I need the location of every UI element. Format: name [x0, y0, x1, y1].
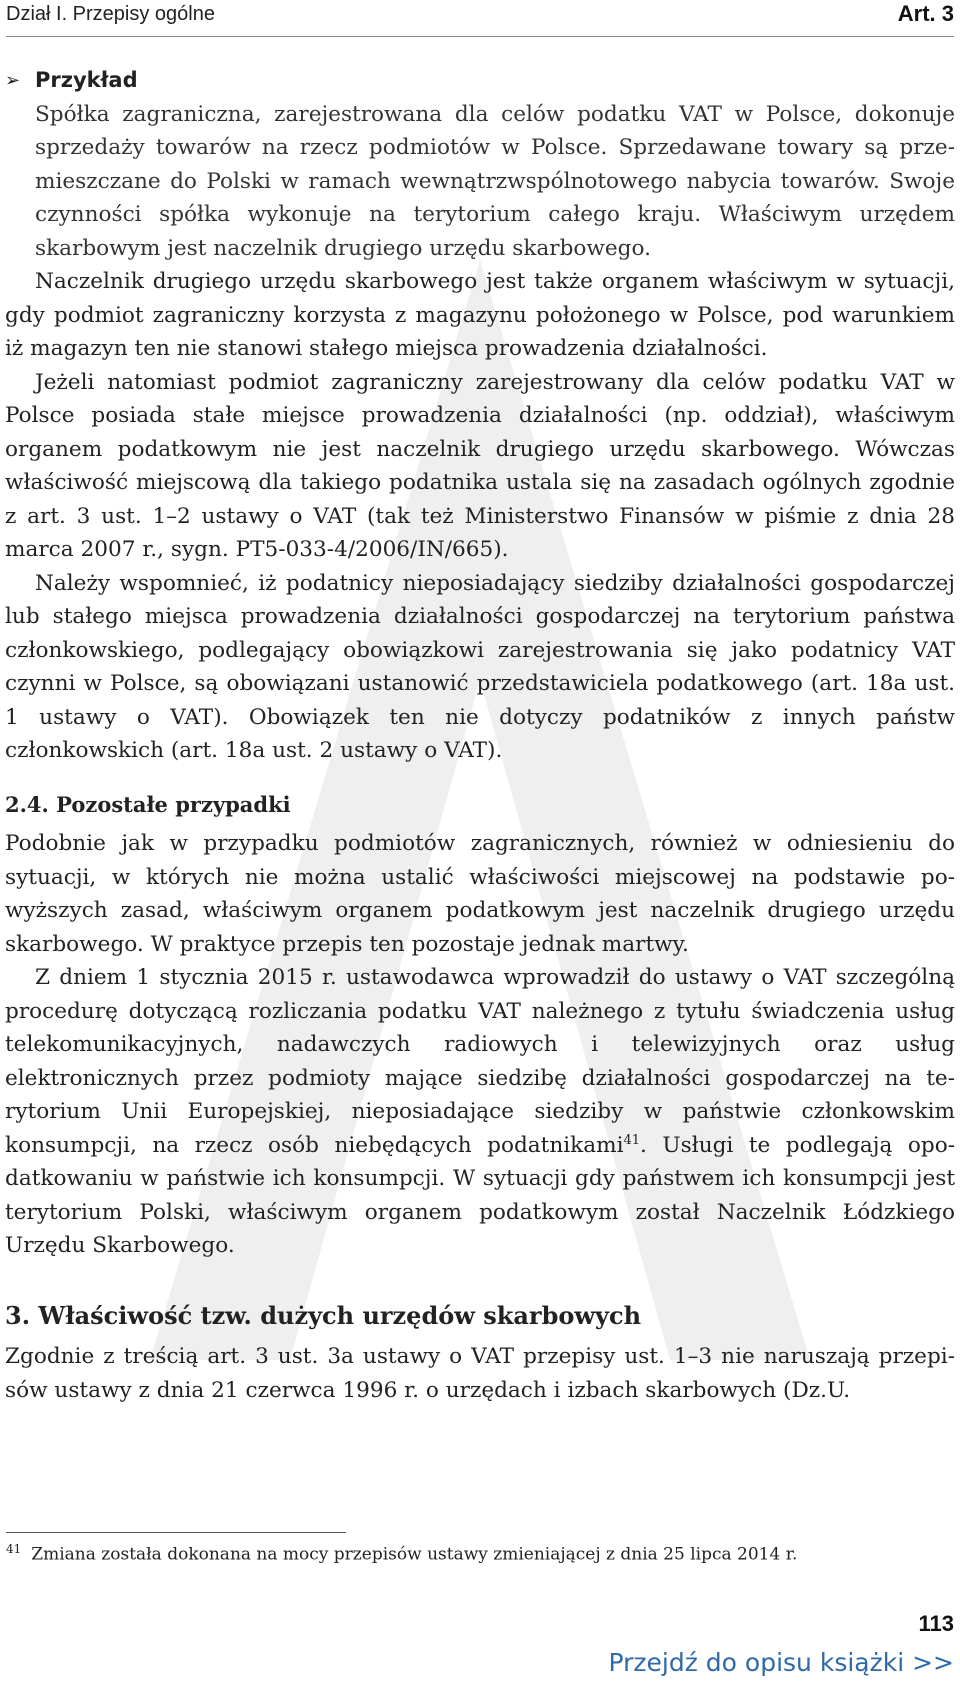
page-content	[5, 64, 955, 1407]
paragraph: Jeżeli natomiast podmiot zagraniczny zarejestrowany dla celów podatku VAT w Polsce posiada stałe miejsce prowadzenia działalności (np. oddział), właściwym organem podatkowym nie jest naczelnik drugiego urzędu skarbowego. Wówczas właściwość miejscową dla takiego podatnika ustala się na zasadach ogólnych zgodnie z art. 3 ust. 1–2 ustawy o VAT (tak też Ministerstwo Finansów w piśmie z dnia 28 marca 2007 r., sygn. PT5-033-4/2006/IN/665).	[5, 369, 955, 562]
paragraph: Podobnie jak w przypadku podmiotów zagranicznych, również w odniesieniu do sytuacji, w których nie można ustalić właściwości miejscowej na podstawie powyższych zasad, właściwym organem podatkowym jest naczelnik drugiego urzędu skarbowego. W praktyce przepis ten pozostaje jednak martwy.	[5, 831, 955, 957]
paragraph-text: . Usługi te podlegają opodatkowaniu w państwie ich konsumpcji. W sytuacji gdy państwem ich konsumpcji jest terytorium Polski, właściwym organem podatkowym został Naczelnik Łódzkiego Urzędu Skarbowego.	[5, 1132, 955, 1258]
paragraph: Należy wspomnieć, iż podatnicy nieposiadający siedziby działalności gospodarczej lub stałego miejsca prowadzenia działalności gospodarczej na terytorium państwa członkowskiego, podlegający obowiązkowi zarejestrowania się jako podatnicy VAT czynni w Polsce, są obowiązani ustanowić przedstawiciela podatkowego (art. 18a ust. 1 ustawy o VAT). Obowiązek ten nie dotyczy podatników z innych państw członkowskich (art. 18a ust. 2 ustawy o VAT).	[5, 570, 955, 763]
page-number: 113	[918, 1611, 954, 1636]
subsection-title: Pozostałe przypadki	[56, 791, 291, 817]
book-description-link[interactable]: Przejdź do opisu książki >>	[608, 1648, 954, 1677]
example-box	[5, 64, 955, 265]
footnote-ref[interactable]: 41	[623, 1132, 641, 1148]
running-header	[6, 0, 954, 37]
section-title: Właściwość tzw. dużych urzędów skarbowych	[38, 1300, 642, 1330]
paragraph: Naczelnik drugiego urzędu skarbowego jest także organem właściwym w sytuacji, gdy podmiot zagraniczny korzysta z magazynu położonego w Polsce, pod warunkiem iż magazyn ten nie stanowi stałego miejsca prowadzenia działalności.	[5, 269, 955, 361]
section-heading	[5, 1299, 955, 1333]
header-chapter: Dział I. Przepisy ogólne	[6, 3, 215, 25]
subsection-number: 2.4.	[5, 791, 49, 817]
paragraph	[5, 961, 955, 1263]
footnote-text: Zmiana została dokonana na mocy przepisów ustawy zmieniającej z dnia 25 lipca 2014 r.	[31, 1544, 798, 1565]
example-title-text: Przykład	[35, 68, 138, 92]
footnote-divider	[6, 1532, 346, 1533]
arrow-bullet-icon: ➢	[5, 70, 21, 91]
example-text: Spółka zagraniczna, zarejestrowana dla celów podatku VAT w Polsce, dokonuje sprzedaży towarów na rzecz podmiotów w Polsce. Sprzedawane towary są przemieszczane do Polski w ramach wewnątrzwspólnotowego nabycia towarów. Swoje czynności spółka wykonuje na terytorium całego kraju. Właściwym urzędem skarbowym jest naczelnik drugiego urzędu skarbowego.	[35, 101, 955, 261]
footnote	[6, 1542, 946, 1565]
example-title	[5, 64, 925, 98]
subsection-heading	[5, 788, 955, 822]
paragraph: Zgodnie z treścią art. 3 ust. 3a ustawy o VAT przepisy ust. 1–3 nie naruszają przepisów ustawy z dnia 21 czerwca 1996 r. o urzędach i izbach skarbowych (Dz.U.	[5, 1344, 955, 1403]
footnote-number: 41	[6, 1542, 22, 1556]
section-number: 3.	[5, 1300, 31, 1330]
paragraph-text: Z dniem 1 stycznia 2015 r. ustawodawca wprowadził do ustawy o VAT szczególną procedurę dotyczącą rozliczania podatku VAT należnego z tytułu świadczenia usług telekomunikacyjnych, nadawczych radiowych i telewizyjnych oraz usług elektronicznych przez podmioty mające siedzibę działalności gospodarczej na terytorium Unii Europejskiej, nieposiadające siedziby w państwie członkowskim konsumpcji, na rzecz osób niebędących podatnikami	[5, 965, 955, 1158]
header-article: Art. 3	[897, 1, 954, 26]
